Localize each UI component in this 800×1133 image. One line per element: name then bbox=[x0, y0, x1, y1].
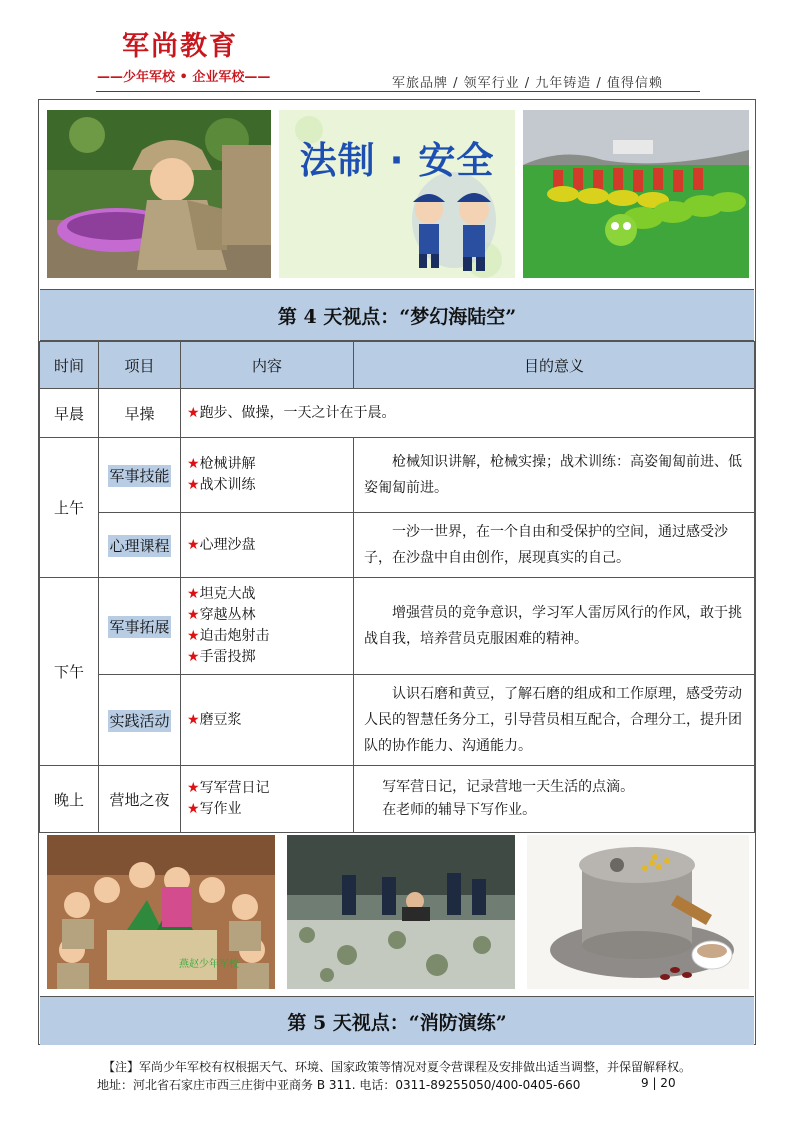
star-icon: ★ bbox=[187, 801, 200, 817]
logo-subtitle: ——少年军校 • 企业军校—— bbox=[97, 70, 271, 85]
star-icon: ★ bbox=[187, 536, 200, 553]
content-text: 枪械讲解 bbox=[199, 456, 256, 472]
day4-title: 第 4 天视点：“梦幻海陆空” bbox=[277, 305, 517, 328]
content-text: 心理沙盘 bbox=[199, 536, 256, 553]
star-icon: ★ bbox=[187, 607, 200, 623]
day4-title-band bbox=[40, 289, 754, 341]
content-text: 战术训练 bbox=[199, 477, 256, 493]
item-cell: 营地之夜 bbox=[99, 766, 181, 833]
item-cell bbox=[99, 578, 181, 675]
content-cell bbox=[181, 578, 354, 675]
day5-title-band bbox=[40, 996, 754, 1045]
table-row-am-skills bbox=[40, 438, 755, 513]
time-cell: 下午 bbox=[40, 578, 99, 766]
content-cell bbox=[181, 389, 755, 438]
star-icon: ★ bbox=[187, 711, 200, 728]
time-cell: 上午 bbox=[40, 438, 99, 578]
content-cell bbox=[181, 438, 354, 513]
content-cell bbox=[181, 766, 354, 833]
logo-title: 军尚教育 bbox=[122, 31, 238, 62]
column-header-purpose: 目的意义 bbox=[354, 342, 755, 389]
schedule-frame bbox=[38, 99, 756, 1045]
star-icon: ★ bbox=[187, 404, 200, 421]
star-icon: ★ bbox=[187, 477, 200, 493]
content-text: 跑步、做操，一天之计在于晨。 bbox=[199, 404, 396, 421]
item-cell: 早操 bbox=[99, 389, 181, 438]
column-header-time: 时间 bbox=[40, 342, 99, 389]
table-row-am-psych bbox=[40, 513, 755, 578]
star-icon: ★ bbox=[187, 780, 200, 796]
table-row-pm-expansion bbox=[40, 578, 755, 675]
content-text: 写军营日记 bbox=[199, 780, 270, 796]
column-header-item: 项目 bbox=[99, 342, 181, 389]
item-label: 军事拓展 bbox=[109, 617, 170, 636]
table-header-row bbox=[40, 342, 755, 389]
purpose-cell: 增强营员的竞争意识，学习军人雷厉风行的作风，敢于挑战自我，培养营员克服困难的精神。 bbox=[354, 578, 755, 675]
item-cell bbox=[99, 675, 181, 766]
content-text: 手雷投掷 bbox=[199, 649, 256, 665]
content-text: 穿越丛林 bbox=[199, 607, 256, 623]
table-row-evening bbox=[40, 766, 755, 833]
page-number: 9 | 20 bbox=[641, 1076, 676, 1090]
photo-caterpillar-race bbox=[523, 110, 749, 278]
header-divider bbox=[96, 91, 700, 92]
table-row-morning bbox=[40, 389, 755, 438]
day4-schedule-table bbox=[39, 341, 755, 833]
content-text: 坦克大战 bbox=[199, 586, 256, 602]
photo-stone-mill bbox=[527, 835, 749, 989]
star-icon: ★ bbox=[187, 456, 200, 472]
photo-caption: 燕赵少年军校 bbox=[179, 959, 239, 970]
item-cell bbox=[99, 513, 181, 578]
item-label: 心理课程 bbox=[109, 536, 170, 555]
footer-address: 地址：河北省石家庄市西三庄街中亚商务 B 311. 电话：0311-89255050/400-0405-660 bbox=[97, 1078, 581, 1092]
purpose-cell bbox=[354, 766, 755, 833]
star-icon: ★ bbox=[187, 628, 200, 644]
star-icon: ★ bbox=[187, 649, 200, 665]
banner-law-safety bbox=[279, 110, 515, 278]
header-slogan: 军旅品牌 / 领军行业 / 九年铸造 / 值得信赖 bbox=[392, 76, 663, 91]
time-cell: 早晨 bbox=[40, 389, 99, 438]
item-cell bbox=[99, 438, 181, 513]
purpose-line: 在老师的辅导下写作业。 bbox=[382, 802, 537, 818]
content-text: 磨豆浆 bbox=[199, 711, 242, 728]
content-cell bbox=[181, 675, 354, 766]
content-text: 迫击炮射击 bbox=[199, 628, 270, 644]
photo-child-washing bbox=[47, 110, 271, 278]
purpose-cell: 一沙一世界，在一个自由和受保护的空间，通过感受沙子，在沙盘中自由创作，展现真实的自己。 bbox=[354, 513, 755, 578]
footer-note: 【注】军尚少年军校有权根据天气、环境、国家政策等情况对夏令营课程及安排做出适当调整，并保留解释权。 bbox=[103, 1060, 692, 1074]
purpose-line: 写军营日记，记录营地一天生活的点滴。 bbox=[382, 779, 635, 795]
item-label: 军事技能 bbox=[109, 466, 170, 485]
banner-law-safety-text: 法制 · 安全 bbox=[299, 139, 495, 182]
content-cell bbox=[181, 513, 354, 578]
table-row-pm-practice bbox=[40, 675, 755, 766]
purpose-cell: 枪械知识讲解，枪械实操；战术训练：高姿匍匐前进、低姿匍匐前进。 bbox=[354, 438, 755, 513]
purpose-cell: 认识石磨和黄豆，了解石磨的组成和工作原理，感受劳动人民的智慧任务分工，引导营员相互配合，合理分工，提升团队的协作能力、沟通能力。 bbox=[354, 675, 755, 766]
item-label: 实践活动 bbox=[109, 711, 170, 730]
day5-title: 第 5 天视点：“消防演练” bbox=[287, 1011, 507, 1034]
column-header-content: 内容 bbox=[181, 342, 354, 389]
time-cell: 晚上 bbox=[40, 766, 99, 833]
photo-camouflage-crawl bbox=[287, 835, 515, 989]
content-text: 写作业 bbox=[199, 801, 242, 817]
star-icon: ★ bbox=[187, 586, 200, 602]
photo-sandtable-group bbox=[47, 835, 275, 989]
